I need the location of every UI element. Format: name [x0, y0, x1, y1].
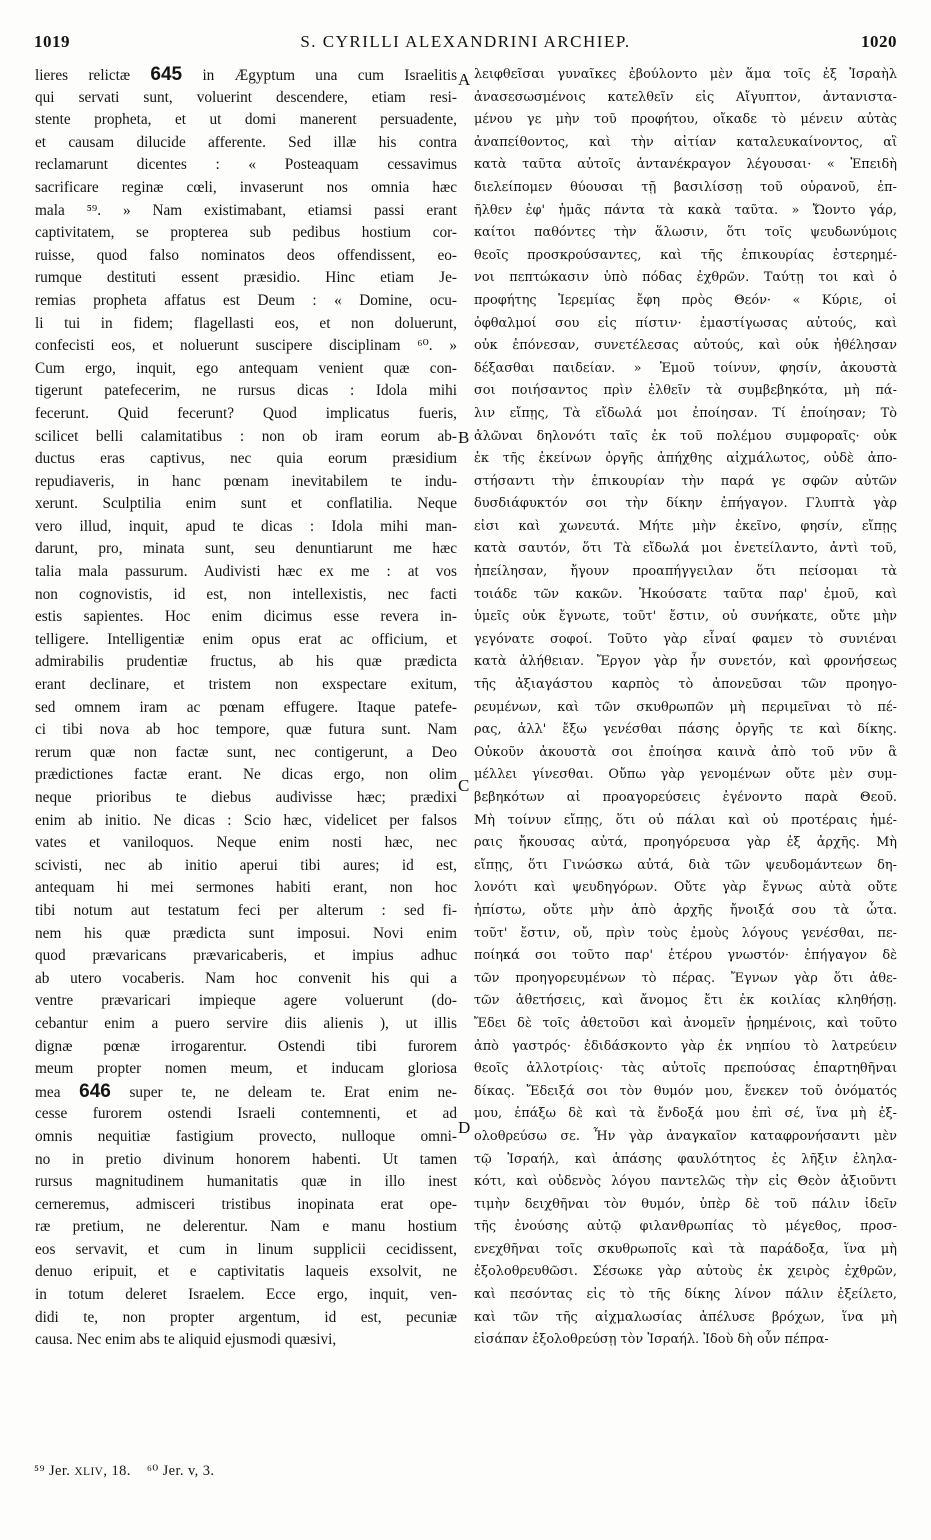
text-line: in totum deleret Israelem. Ecce ergo, inquit, ven- — [35, 1286, 457, 1304]
text-line: ductus eras captivus, nec quia eorum præsidium — [35, 450, 457, 468]
text-line: Οὐκοῦν ἀκουστὰ σοι ἐποίησα καινὰ ἀπὸ τοῦ νῦν ἃ — [474, 744, 897, 760]
latin-line-first: lieres relictæ 645 in Ægyptum una cum Israelitis — [35, 64, 458, 85]
text-line: δέξασθαι παιδείαν. » Ἐμοῦ τοίνυν, φησίν, ἀκουστὰ — [474, 360, 897, 376]
footnotes — [34, 1463, 214, 1480]
text-line: ρευμένων, καὶ τῶν σκυθρωπῶν μὴ περιμεῖναι τὸ πέ- — [474, 699, 897, 715]
text-line: ventre prævaricari impieque agere voluerunt (do- — [35, 992, 457, 1010]
text-line: ab utero vocaberis. Nam hoc convenit his qui a — [35, 969, 457, 987]
text-line: ræ pretium, ne delerentur. Nam e manu hostium — [35, 1218, 457, 1236]
text-line: κότι, καὶ οὐδενὸς λόγου παντελῶς τὴν εἰς Θεὸν ἀξιοῦντι — [474, 1174, 897, 1190]
text-line: omnis nequitiæ fastigium provecto, nulloque omni- — [35, 1127, 457, 1145]
text-line: ῆλθεν ἐφ' ἡμᾶς πάντα τὰ κακὰ ταῦτα. » Ὤοντο γάρ, — [474, 202, 897, 218]
latin-line-page-break: mea 646 super te, ne deleam te. Erat enim ne- — [35, 1080, 457, 1102]
text-line: confecisti eos, et noluerunt suscipere disciplinam ⁶⁰. » — [35, 337, 457, 355]
latin-lines-a — [35, 87, 457, 1081]
text-line: ποίηκά σοι τοῦτο παρ' ἑτέρου γνωστόν· ἐπήγαγον δὲ — [474, 948, 897, 964]
text-line: ἁλῶναι δηλονότι ταῖς ἐκ τοῦ πολέμου συμφοραῖς· οὐκ — [474, 428, 897, 444]
text-line: ὑμεῖς οὐκ ἔγνωτε, τοῦτ' ἔστιν, οὐ συνήκατε, οὔτε μὴν — [474, 609, 897, 625]
text-line: ὀφθαλμοί σου εἰς πίστιν· ἐμαστίγωσας αὐτούς, καὶ — [474, 315, 897, 331]
text-line: προφήτης Ἱερεμίας ἔφη πρὸς Θεόν· « Κύριε, οἱ — [474, 292, 897, 308]
text-line: ruisse, quod falso nominatos deos offendissent, eo- — [35, 246, 457, 264]
text-line: δυσδιάφυκτόν σοι τὴν δίκην ἐπήγαγον. Γλυπτὰ γὰρ — [474, 496, 897, 512]
text-line: et causam dilucide afferente. Sed illæ his contra — [35, 133, 457, 151]
text-line: mala ⁵⁹. » Nam existimabant, etiamsi passi erant — [35, 201, 457, 219]
section-marker-b: B — [458, 428, 470, 447]
section-marker-c: C — [458, 776, 470, 795]
text-line: ἠπίστω, οὔτε μὴν ἀπὸ ἀρχῆς ἤνοιξά σου τὰ ὦτα. — [474, 902, 897, 918]
text-line: non cognovistis, id est, non intellexistis, nec facti — [35, 585, 457, 603]
text-line: τῷ Ἰσραήλ, καὶ ἁπάσης φαυλότητος ἐς λῆξιν ἐληλα- — [474, 1151, 897, 1167]
text-line: ἐξολοθρευθῶσι. Σέσωκε γὰρ αὐτοὺς ἐκ χειρὸς ἐχθρῶν, — [474, 1264, 897, 1280]
text-line: λιν εἴπῃς, Τὰ εἴδωλά μοι ἐποίησαν. Τί ἐποίησαν; Τὸ — [474, 405, 897, 421]
text-line: τοῦτ' ἔστιν, οὔ, πρὶν τοὺς ἐμοὺς λόγους γενέσθαι, πε- — [474, 925, 897, 941]
text-line: rursus magnitudinem humanitatis quæ in illo inest — [35, 1173, 457, 1191]
text-line: quod prævaricans prævaricaberis, et impius adhuc — [35, 947, 457, 965]
text-line: no in pretio divinum honorem habenti. Ut tamen — [35, 1150, 457, 1168]
text-line: ολοθρεύσω σε. Ἦν γὰρ ἀναγκαῖον καταφρονήσαντι μὲν — [474, 1128, 897, 1144]
text-line: estis sapientes. Hoc enim dicimus esse revera in- — [35, 608, 457, 626]
text-line: scivisti, nec ab initio aperui tibi aures; id est, — [35, 856, 457, 874]
text-line: ἀνασεσωσμένοις κατελθεῖν εἰς Αἴγυπτον, ἀντανιστα- — [474, 89, 897, 105]
text-line: vates et vaniloquos. Neque enim nosti hæc, nec — [35, 834, 457, 852]
text-line: βεβηκότων αἱ προαγορεύσεις ἐγένοντο παρὰ Θεοῦ. — [474, 790, 897, 805]
latin-column — [35, 64, 457, 1352]
text-line: ραις ἤκουσας αὐτά, προηγόρευσα γὰρ ἐξ ἀρχῆς. Μὴ — [474, 835, 897, 851]
text-line: talia mala passurum. Audivisti hæc ex me : at vos — [35, 563, 457, 581]
text-line: didi te, non propter argentum, id est, pecuniæ — [35, 1308, 457, 1326]
migne-page-marker: 646 — [79, 1080, 111, 1102]
text-line: telligere. Intelligentiæ enim opus erat ac officium, et — [35, 630, 457, 648]
text-line: κατὰ ἀλήθειαν. Ἔργον γὰρ ἦν συνετόν, καὶ φρονήσεως — [474, 654, 897, 670]
footnote-60: ⁶⁰ Jer. v, 3. — [146, 1463, 215, 1479]
text-line: στήσαντι τὴν ἐπικουρίαν τὴν παρά γε σφῶν αὐτῶν — [474, 473, 897, 489]
text-line: λονότι καὶ ψευδηγόρων. Οὔτε γὰρ ἔγνως αὐτὰ οὔτε — [474, 880, 897, 896]
text-line: καίτοι παθόντες τὴν ἅλωσιν, ὅτι τοῖς ψευδωνύμοις — [474, 225, 897, 241]
text-line: rerum quæ non factæ sunt, nec contigerunt, a Deo — [35, 743, 457, 761]
text-line: τοιάδε τῶν κακῶν. Ἠκούσατε ταῦτα παρ' ἐμοῦ, καὶ — [474, 586, 897, 602]
text-line: ἀναπείθοντος, καὶ τὴν αἰτίαν καταλευκαίνοντος, αἳ — [474, 134, 897, 150]
text-line: λειφθεῖσαι γυναῖκες ἐβούλοντο μὲν ἅμα τοῖς ἐξ Ἰσραὴλ — [474, 67, 897, 82]
text-line: θεοῖς ἀλλοτρίοις· τὰς αὐτοῖς πρεπούσας ἐπαρτηθῆναι — [474, 1061, 897, 1077]
text-line: καὶ πεσόντας εἰς τὸ τῆς δίκης λίνον πάλιν ἐξείλετο, — [474, 1287, 897, 1303]
text-line: reclamarunt dicentes : « Posteaquam cessavimus — [35, 156, 457, 174]
text-line: cesse furorem ostendi Israeli contemnenti, et ad — [35, 1105, 457, 1123]
text-line: τῆς ἐνούσης αὐτῷ φιλανθρωπίας τὸ μέγεθος, προσ- — [474, 1219, 897, 1235]
greek-column — [474, 64, 897, 1352]
text-line: ρας, ἀλλ' ἔξω γενέσθαι πάσης ὀργῆς τε καὶ δίκης. — [474, 722, 897, 738]
text-line: neque prioribus te diebus audivisse hæc; prædixi — [35, 789, 457, 806]
text-line: antequam hi mei sermones habiti erant, non hoc — [35, 879, 457, 897]
page-number-left: 1019 — [34, 32, 70, 51]
text-line: vero illud, inquit, apud te dicas : Idola mihi man- — [35, 517, 457, 535]
text-line: enim ab initio. Ne dicas : Scio hæc, videlicet per falsos — [35, 811, 457, 829]
text-line: κατὰ ταῦτα αὐτοῖς ἀντανέκραγον λέγουσαι· « Ἐπειδὴ — [474, 157, 897, 173]
text-line: οὐκ ἐπόνεσαν, συνετέλεσας αὐτούς, καὶ οὐκ ἠθέλησαν — [474, 338, 897, 354]
text-line: meum propter nomen meum, et inducam gloriosa — [35, 1060, 457, 1078]
text-line: fecerunt. Quid fecerunt? Quod implicatus fueris, — [35, 404, 457, 422]
text-line: Ἔδει δὲ τοῖς ἀθετοῦσι καὶ ἀνομεῖν ᾑρημένοις, καὶ τοῦτο — [474, 1015, 897, 1031]
footnote-59: ⁵⁹ Jer. XLIV, 18. — [34, 1463, 131, 1479]
text-line: sacrificare reginæ cœli, invaserunt nos omnia hæc — [35, 178, 457, 196]
text-line: qui servati sunt, voluerint descendere, etiam resi- — [35, 88, 457, 106]
text-line: xerunt. Sculptilia enim sunt et conflatilia. Neque — [35, 495, 457, 513]
text-line: μέλλει γίνεσθαι. Οὔπω γὰρ γενομένων οὔτε μὲν συμ- — [474, 767, 897, 783]
text-line: ενεχθῆναι τοῖς σκυθρωποῖς καὶ τὰ παράδοξα, ἵνα μὴ — [474, 1241, 897, 1257]
text-line: tigerunt patefecerim, ne rursus dicas : Idola mihi — [35, 382, 457, 400]
text-line: διελείπομεν θύουσαι τῇ βασιλίσσῃ τοῦ οὐρανοῦ, ἐπ- — [474, 179, 897, 195]
text-line: li tui in fidem; flagellasti eos, et non doluerunt, — [35, 314, 457, 332]
text-line: cebantur enim a puero servire diis alienis ), ut illis — [35, 1014, 457, 1032]
text-line: σοι ποιήσαντος πρὶν ἐλθεῖν τὰ συμβεβηκότα, μὴ πά- — [474, 383, 897, 399]
text-line: eos servavit, et cum in linum supplicii cecidissent, — [35, 1240, 457, 1258]
text-line: causa. Nec enim abs te aliquid ejusmodi quæsivi, — [35, 1331, 337, 1349]
text-line: εἰσι καὶ χωνευτά. Μήτε μὴν ἐκεῖνο, φησίν, εἴπῃς — [474, 518, 897, 534]
text-line: εἴπῃς, ὅτι Γινώσκω αὐτά, διὰ τῶν ψευδομάντεων δη- — [474, 857, 897, 873]
text-line: cerneremus, admisceri tristibus inopinata erat ope- — [35, 1195, 457, 1213]
page-header — [34, 32, 897, 60]
text-line: ἐκ τῆς ἐκείνων ὀργῆς ἀπήχθης αἰχμάλωτος, οὐδὲ ἀπο- — [474, 451, 897, 467]
section-marker-a: A — [458, 70, 471, 89]
text-line: νοι πεπτώκασιν ὑπὸ πόδας ἐχθρῶν. Ταύτῃ τοι καὶ ὁ — [474, 270, 897, 286]
text-line: repudiaveris, in hanc pœnam inevitabilem te indu- — [35, 472, 457, 490]
text-line: θεοῖς προσκρούσαντες, καὶ τῆς ἐπικουρίας ἐστερημέ- — [474, 247, 897, 263]
text-line: δίκας. Ἔδειξά σοι τὸν θυμόν μου, ἕνεκεν τοῦ ὀνόματός — [474, 1083, 897, 1099]
section-marker-d: D — [458, 1118, 471, 1137]
text-line: γεγόνατε σοφοί. Τοῦτο γὰρ εἶναί φαμεν τὸ συνιέναι — [474, 631, 897, 647]
text-line: erant declinare, et tristem non exspectare exitum, — [35, 676, 457, 694]
running-title: S. CYRILLI ALEXANDRINI ARCHIEP. — [300, 32, 631, 51]
text-line: ci tibi nova ab hoc tempore, quæ futura sunt. Nam — [35, 721, 457, 739]
text-line: dignæ pœnæ irrogarentur. Ostendi tibi furorem — [35, 1037, 457, 1055]
text-line: nem his quæ prædicta sunt imposui. Novi enim — [35, 924, 457, 942]
text-line: admirabilis prudentiæ fructus, ab his quæ prædicta — [35, 653, 457, 671]
page-number-right: 1020 — [861, 32, 897, 51]
text-line: μένου γε μὴν τοῦ προφήτου, οἴκαδε τὸ μένειν αὐτὰς — [474, 112, 897, 128]
text-line: sed omnem iram ac pœnam effugere. Itaque patefe- — [35, 698, 457, 716]
text-line: captivitatem, se propterea sub pedibus hostium cor- — [35, 224, 457, 242]
latin-lines-b — [35, 1103, 457, 1352]
text-line: ἀπὸ γαστρός· ἐδιδάσκοντο γὰρ ἐκ νηπίου τὸ λατρεύειν — [474, 1038, 897, 1054]
text-line: τῶν προηγορευμένων τὸ πέρας. Ἔγνων γὰρ ὅτι ἀθε- — [474, 970, 897, 986]
text-line: scilicet belli calamitatibus : non ob iram eorum ab- — [35, 427, 457, 445]
text-line: τῆς ἀξιαγάστου καρπὸς τὸ ἀπονεῦσαι τῶν προηγο- — [474, 677, 897, 693]
text-line: denuo eripuit, et e captivitatis laqueis exsolvit, ne — [35, 1263, 457, 1281]
text-line: prædictiones factæ erant. Ne dicas ergo, non olim — [35, 766, 457, 784]
migne-page-marker: 645 — [150, 64, 183, 85]
text-line: Cum ergo, inquit, ego antequam venient quæ con- — [35, 359, 457, 377]
text-line: εἰσάπαν ἐξολοθρεύσῃ τὸν Ἰσραήλ. Ἰδοὺ δὴ οὖν πέπρα- — [474, 1332, 829, 1348]
text-line: τιμὴν δειχθῆναι τὸν θυμόν, ὑπὲρ δὲ τοῦ πάλιν ἰδεῖν — [474, 1196, 897, 1212]
text-line: tibi notum aut testatum feci per alterum : sed fi- — [35, 901, 457, 919]
text-line: darunt, pro, minata sunt, seu denuntiarunt me hæc — [35, 540, 457, 558]
text-line: remias propheta affatus est Deum : « Domine, ocu- — [35, 291, 457, 309]
text-line: stente propheta, et ut domi manerent persuadente, — [35, 111, 457, 129]
text-line: καὶ τῶν τῆς αἰχμαλωσίας ἀπέλυσε βρόχων, ἵνα μὴ — [474, 1309, 897, 1325]
text-line: μου, ἐπάξω δὲ καὶ τὰ ἔνδοξά μου ἐπὶ σέ, ἵνα μὴ ἐξ- — [474, 1106, 897, 1122]
text-line: rumque destituti essent præsidio. Hinc etiam Je- — [35, 269, 457, 287]
text-line: Μὴ τοίνυν εἴπῃς, ὅτι οὐ πάλαι καὶ οὐ προτέραις ἡμέ- — [474, 812, 897, 828]
text-line: ἠπείλησαν, ἤγουν προαπήγγειλαν ὅτι πείσομαι τὰ — [474, 564, 897, 580]
text-line: τῶν ἀθετήσεις, καὶ ἄνομος ἔτι ἐκ κοιλίας κληθήσῃ. — [474, 993, 897, 1009]
text-line: κατὰ σαυτόν, ὅτι Τὰ εἴδωλά μοι ἐνετείλαντο, ἀντὶ τοῦ, — [474, 541, 897, 557]
